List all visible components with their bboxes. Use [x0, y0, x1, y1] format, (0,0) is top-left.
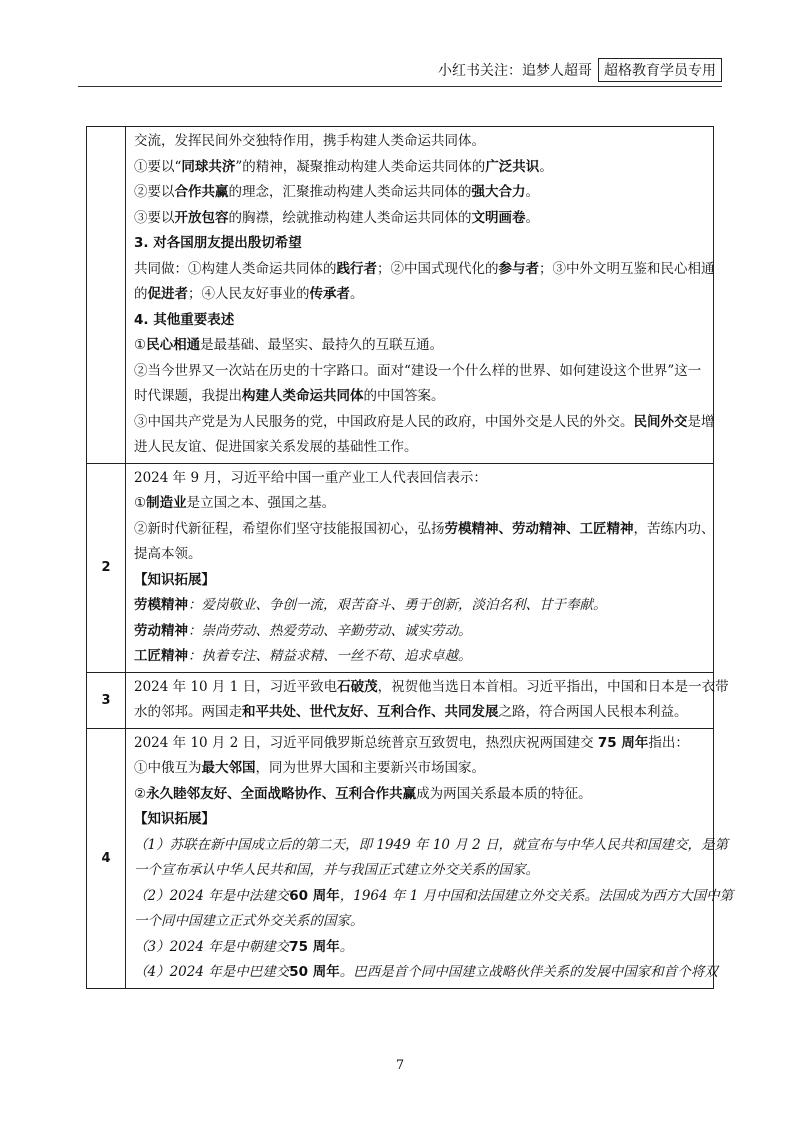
- text-segment: 2024 年 10 月 1 日，习近平致电: [134, 678, 338, 695]
- table-row: [87, 672, 714, 728]
- text-line: [134, 466, 705, 492]
- text-line: [134, 731, 705, 757]
- text-segment: ①中俄互为: [134, 760, 202, 776]
- text-line: [134, 491, 705, 517]
- text-line: [134, 700, 705, 726]
- text-line: [134, 257, 715, 283]
- bold-text: 制造业: [146, 495, 187, 511]
- row-number: 2: [87, 463, 126, 672]
- row-content: [126, 672, 729, 728]
- text-line: [134, 807, 705, 833]
- text-line: [134, 884, 734, 910]
- bold-text: 石破茂: [337, 678, 378, 695]
- bold-text: 践行者: [336, 260, 377, 277]
- text-line: [134, 619, 705, 645]
- text-segment: 的胸襟，绘就推动构建人类命运共同体的: [228, 209, 472, 226]
- page-number: 7: [395, 1058, 405, 1073]
- text-segment: （2）2024 年是中法建交: [134, 887, 290, 904]
- bold-text: 民间外交: [633, 413, 688, 430]
- bold-text: 和平共处、世代友好、互利合作、共同发展: [242, 704, 499, 720]
- header-badge: 超格教育学员专用: [598, 58, 722, 82]
- text-line: [134, 542, 705, 568]
- row-number: [87, 127, 126, 464]
- text-line: [134, 410, 715, 436]
- text-line: [134, 129, 705, 155]
- bold-text: 4. 其他重要表述: [134, 311, 235, 328]
- bold-text: 工匠精神: [134, 648, 188, 664]
- text-segment: 进人民友谊、促进国家关系发展的基础性工作。: [134, 439, 418, 455]
- text-line: [134, 858, 705, 884]
- text-segment: 是最基础、最坚实、最持久的互联互通。: [200, 337, 444, 353]
- text-segment: ：执着专注、精益求精、一丝不苟、追求卓越。: [188, 648, 472, 664]
- text-segment: 2024 年 10 月 2 日，习近平同俄罗斯总统普京互致贺电，热烈庆祝两国建交: [134, 734, 598, 751]
- bold-text: 构建人类命运共同体: [242, 388, 364, 404]
- bold-text: 开放包容: [174, 209, 229, 226]
- text-segment: ；④人民友好事业的: [188, 286, 310, 302]
- text-segment: ②新时代新征程，希望你们坚守技能报国初心，弘扬: [134, 520, 445, 537]
- text-segment: 一个同中国建立正式外交关系的国家。: [134, 913, 364, 929]
- text-segment: ②: [134, 785, 147, 802]
- text-segment: ③中国共产党是为人民服务的党，中国政府是人民的政府，中国外交是人民的外交。: [134, 413, 634, 430]
- text-segment: 提高本领。: [134, 546, 202, 562]
- text-segment: 之路，符合两国人民根本利益。: [498, 704, 688, 720]
- text-segment: 成为两国关系最本质的特征。: [416, 785, 592, 802]
- bold-text: 50 周年: [289, 964, 340, 980]
- text-segment: ，苦练内功、: [633, 520, 715, 537]
- text-line: [134, 593, 705, 619]
- bold-text: 60 周年: [289, 887, 340, 904]
- text-line: [134, 206, 705, 232]
- text-segment: 时代课题，我提出: [134, 388, 242, 404]
- text-segment: （1）苏联在新中国成立后的第二天，即 1949 年 10 月 2 日，就宣布与中华人民共和国建交，是第: [134, 836, 728, 853]
- text-line: [134, 909, 705, 935]
- text-line: [134, 435, 705, 461]
- text-segment: ，同为世界大国和主要新兴市场国家。: [255, 760, 485, 776]
- text-segment: ③要以: [134, 209, 175, 226]
- content-table: [86, 126, 734, 989]
- bold-text: 75 周年: [597, 734, 649, 751]
- bold-text: 3. 对各国朋友提出殷切希望: [134, 235, 302, 251]
- table-row: [87, 728, 714, 988]
- text-segment: 2024 年 9 月，习近平给中国一重产业工人代表回信表示：: [134, 469, 487, 486]
- bold-text: 合作共赢: [174, 184, 229, 200]
- text-segment: 共同做：①构建人类命运共同体的: [134, 260, 337, 277]
- text-segment: 指出：: [648, 734, 689, 751]
- text-segment: ，祝贺他当选日本首相。习近平指出，中国和日本是一衣带: [377, 678, 729, 695]
- text-segment: （4）2024 年是中巴建交: [134, 964, 290, 980]
- header-rule: [78, 86, 722, 87]
- text-segment: ：爱岗敬业、争创一流，艰苦奋斗、勇于创新，淡泊名利、甘于奉献。: [188, 597, 607, 613]
- text-line: [134, 568, 705, 594]
- text-line: [134, 180, 705, 206]
- text-segment: 交流，发挥民间外交独特作用，携手构建人类命运共同体。: [134, 133, 485, 149]
- bold-text: 传承者: [309, 286, 350, 302]
- text-segment: ；③中外文明互鉴和民心相通: [539, 260, 715, 277]
- text-segment: 水的邻邦。两国走: [134, 704, 242, 720]
- bold-text: 文明画卷: [471, 209, 526, 226]
- text-segment: ①: [134, 495, 147, 511]
- text-segment: 的中国答案。: [363, 388, 445, 404]
- bold-text: 广泛共识: [485, 158, 540, 175]
- text-line: [134, 756, 705, 782]
- bold-text: 最大邻国: [201, 760, 256, 776]
- text-line: [134, 960, 718, 986]
- text-segment: 是立国之本、强国之基。: [186, 495, 336, 511]
- text-line: [134, 333, 705, 359]
- page-header: [438, 58, 722, 82]
- text-segment: ：崇尚劳动、热爱劳动、辛勤劳动、诚实劳动。: [188, 622, 472, 639]
- text-line: [134, 359, 705, 385]
- text-line: [134, 675, 729, 701]
- text-segment: ②要以: [134, 184, 175, 200]
- text-segment: ，1964 年 1 月中国和法国建立外交关系。法国成为西方大国中第: [339, 887, 734, 904]
- text-line: [134, 308, 705, 334]
- text-line: [134, 782, 705, 808]
- row-number: 4: [87, 728, 126, 988]
- bold-text: 永久睦邻友好、全面战略协作、互利合作共赢: [146, 785, 417, 802]
- text-segment: 。: [539, 158, 553, 175]
- text-segment: 的理念，汇聚推动构建人类命运共同体的: [228, 184, 472, 200]
- text-line: [134, 155, 705, 181]
- bold-text: 劳动精神: [134, 622, 188, 639]
- text-line: [134, 231, 705, 257]
- text-line: [134, 517, 715, 543]
- bold-text: 促进者: [147, 286, 188, 302]
- bold-text: 【知识拓展】: [134, 571, 215, 588]
- text-segment: ；②中国式现代化的: [377, 260, 499, 277]
- header-note: 小红书关注：追梦人超哥: [438, 63, 592, 79]
- text-segment: 。: [339, 938, 354, 955]
- text-line: [134, 935, 705, 961]
- text-segment: 。: [525, 184, 539, 200]
- text-segment: 。: [350, 286, 364, 302]
- text-line: [134, 644, 705, 670]
- text-segment: ①要以“: [134, 158, 182, 175]
- text-segment: （3）2024 年是中朝建交: [134, 938, 290, 955]
- text-line: [134, 833, 728, 859]
- text-line: [134, 282, 705, 308]
- text-segment: 的: [134, 286, 148, 302]
- text-segment: 。巴西是首个同中国建立战略伙伴关系的发展中国家和首个将双: [339, 964, 718, 980]
- text-segment: 是增: [687, 413, 715, 430]
- text-segment: ①: [134, 337, 147, 353]
- table-row: [87, 127, 714, 464]
- row-content: [126, 127, 714, 464]
- text-line: [134, 384, 705, 410]
- text-segment: ”的精神，凝聚推动构建人类命运共同体的: [235, 158, 486, 175]
- bold-text: 强大合力: [471, 184, 526, 200]
- bold-text: 75 周年: [289, 938, 340, 955]
- row-content: [126, 728, 734, 988]
- bold-text: 劳模精神、劳动精神、工匠精神: [444, 520, 634, 537]
- text-segment: ②当今世界又一次站在历史的十字路口。面对“建设一个什么样的世界、如何建设这个世界”这一: [134, 362, 702, 379]
- bold-text: 劳模精神: [134, 597, 188, 613]
- bold-text: 同球共济: [181, 158, 236, 175]
- text-segment: 。: [525, 209, 539, 226]
- text-segment: 一个宣布承认中华人民共和国，并与我国正式建立外交关系的国家。: [134, 862, 539, 878]
- row-content: [126, 463, 714, 672]
- bold-text: 【知识拓展】: [134, 811, 215, 827]
- bold-text: 参与者: [498, 260, 539, 277]
- bold-text: 民心相通: [146, 337, 201, 353]
- table-row: [87, 463, 714, 672]
- row-number: 3: [87, 672, 126, 728]
